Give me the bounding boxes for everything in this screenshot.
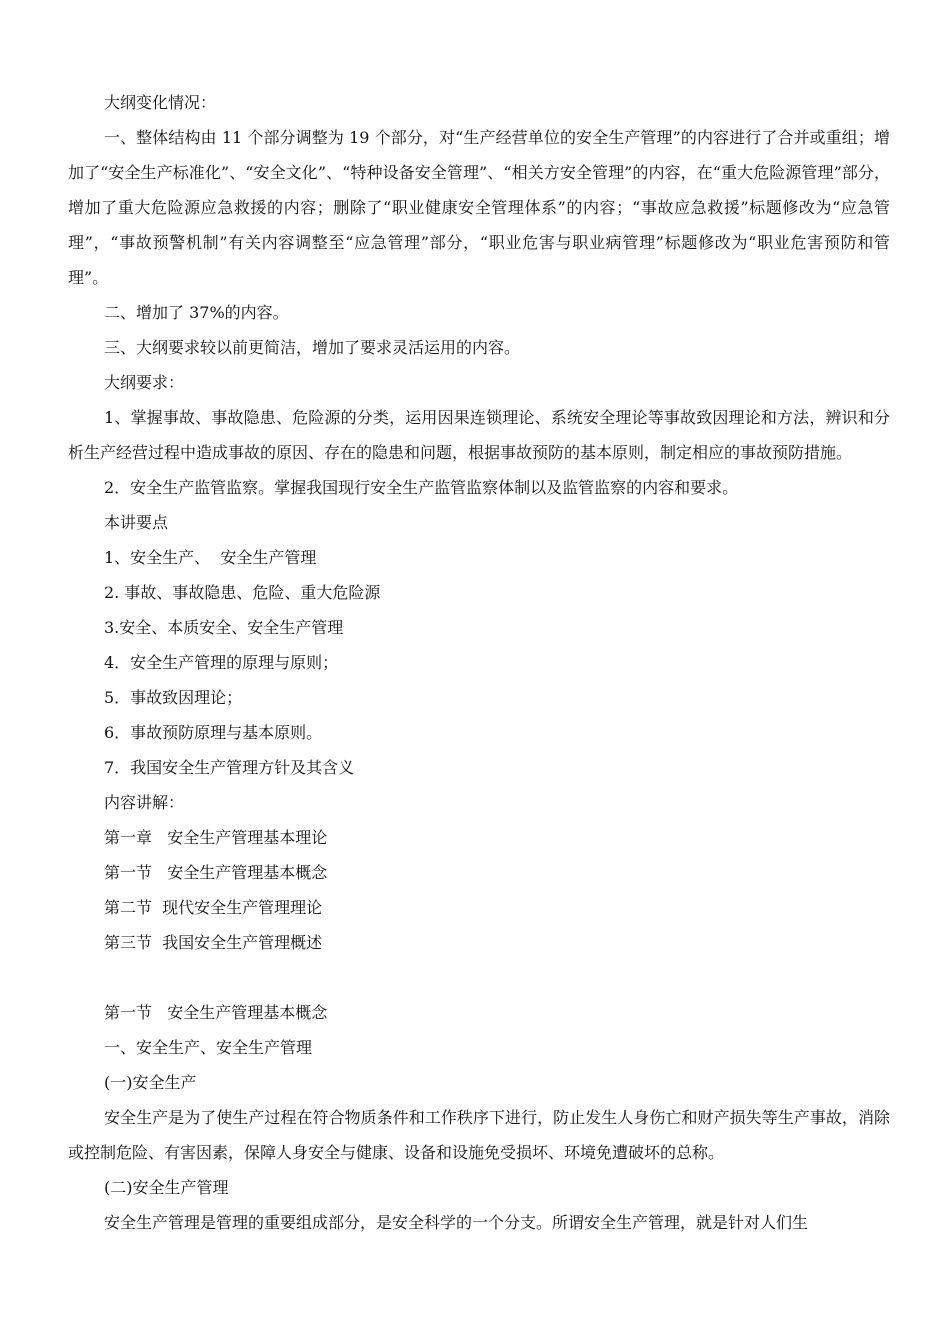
subsection-title-1: (一)安全生产 <box>104 1073 197 1092</box>
key-points-heading: 本讲要点 <box>104 513 169 532</box>
outline-change-item-2: 二、增加了 37%的内容。 <box>104 303 289 322</box>
outline-requirement-item-2: 2．安全生产监管监察。掌握我国现行安全生产监管监察体制以及监管监察的内容和要求。 <box>104 478 739 497</box>
section-subheading: 一、安全生产、安全生产管理 <box>104 1038 313 1057</box>
key-point-item: 3.安全、本质安全、安全生产管理 <box>104 618 344 637</box>
toc-item: 第三节 我国安全生产管理概述 <box>104 933 323 952</box>
key-point-item: 6．事故预防原理与基本原则。 <box>104 723 323 742</box>
toc-item: 第二节 现代安全生产管理理论 <box>104 898 323 917</box>
subsection-body-2: 安全生产管理是管理的重要组成部分，是安全科学的一个分支。所谓安全生产管理，就是针对人们生 <box>104 1213 809 1232</box>
subsection-title-2: (二)安全生产管理 <box>104 1178 229 1197</box>
key-point-item: 7．我国安全生产管理方针及其含义 <box>104 758 355 777</box>
outline-requirements-heading: 大纲要求： <box>104 373 185 392</box>
outline-requirement-item-1: 1、掌握事故、事故隐患、危险源的分类，运用因果连锁理论、系统安全理论等事故致因理论和方法，辨识和分析生产经营过程中造成事故的原因、存在的隐患和问题，根据事故预防的基本原则，制定相应的事故预防措施。 <box>68 408 890 462</box>
outline-change-item-1: 一、整体结构由 11 个部分调整为 19 个部分，对“生产经营单位的安全生产管理”的内容进行了合并或重组；增加了“安全生产标准化”、“安全文化”、“特种设备安全管理”、“相关方安全管理”的内容，在“重大危险源管理”部分，增加了重大危险源应急救援的内容；删除了“职业健康安全管理体系”的内容；“事故应急救援”标题修改为“应急管理”，“事故预警机制”有关内容调整至“应急管理”部分，“职业危害与职业病管理”标题修改为“职业危害预防和管理”。 <box>68 128 890 287</box>
document-page <box>68 85 890 1240</box>
key-point-item: 4．安全生产管理的原理与原则； <box>104 653 339 672</box>
toc-item: 第一章 安全生产管理基本理论 <box>104 828 328 847</box>
blank-line <box>68 960 890 995</box>
key-point-item: 5．事故致因理论； <box>104 688 243 707</box>
key-point-item: 2. 事故、事故隐患、危险、重大危险源 <box>104 583 381 602</box>
section-heading: 第一节 安全生产管理基本概念 <box>104 1003 328 1022</box>
subsection-body-1: 安全生产是为了使生产过程在符合物质条件和工作秩序下进行，防止发生人身伤亡和财产损失等生产事故，消除或控制危险、有害因素，保障人身安全与健康、设备和设施免受损坏、环境免遭破坏的总称。 <box>68 1108 890 1162</box>
outline-changes-heading: 大纲变化情况： <box>104 93 217 112</box>
content-explanation-heading: 内容讲解： <box>104 793 185 812</box>
toc-item: 第一节 安全生产管理基本概念 <box>104 863 328 882</box>
outline-change-item-3: 三、大纲要求较以前更简洁，增加了要求灵活运用的内容。 <box>104 338 521 357</box>
key-point-item: 1、安全生产、 安全生产管理 <box>104 548 317 567</box>
